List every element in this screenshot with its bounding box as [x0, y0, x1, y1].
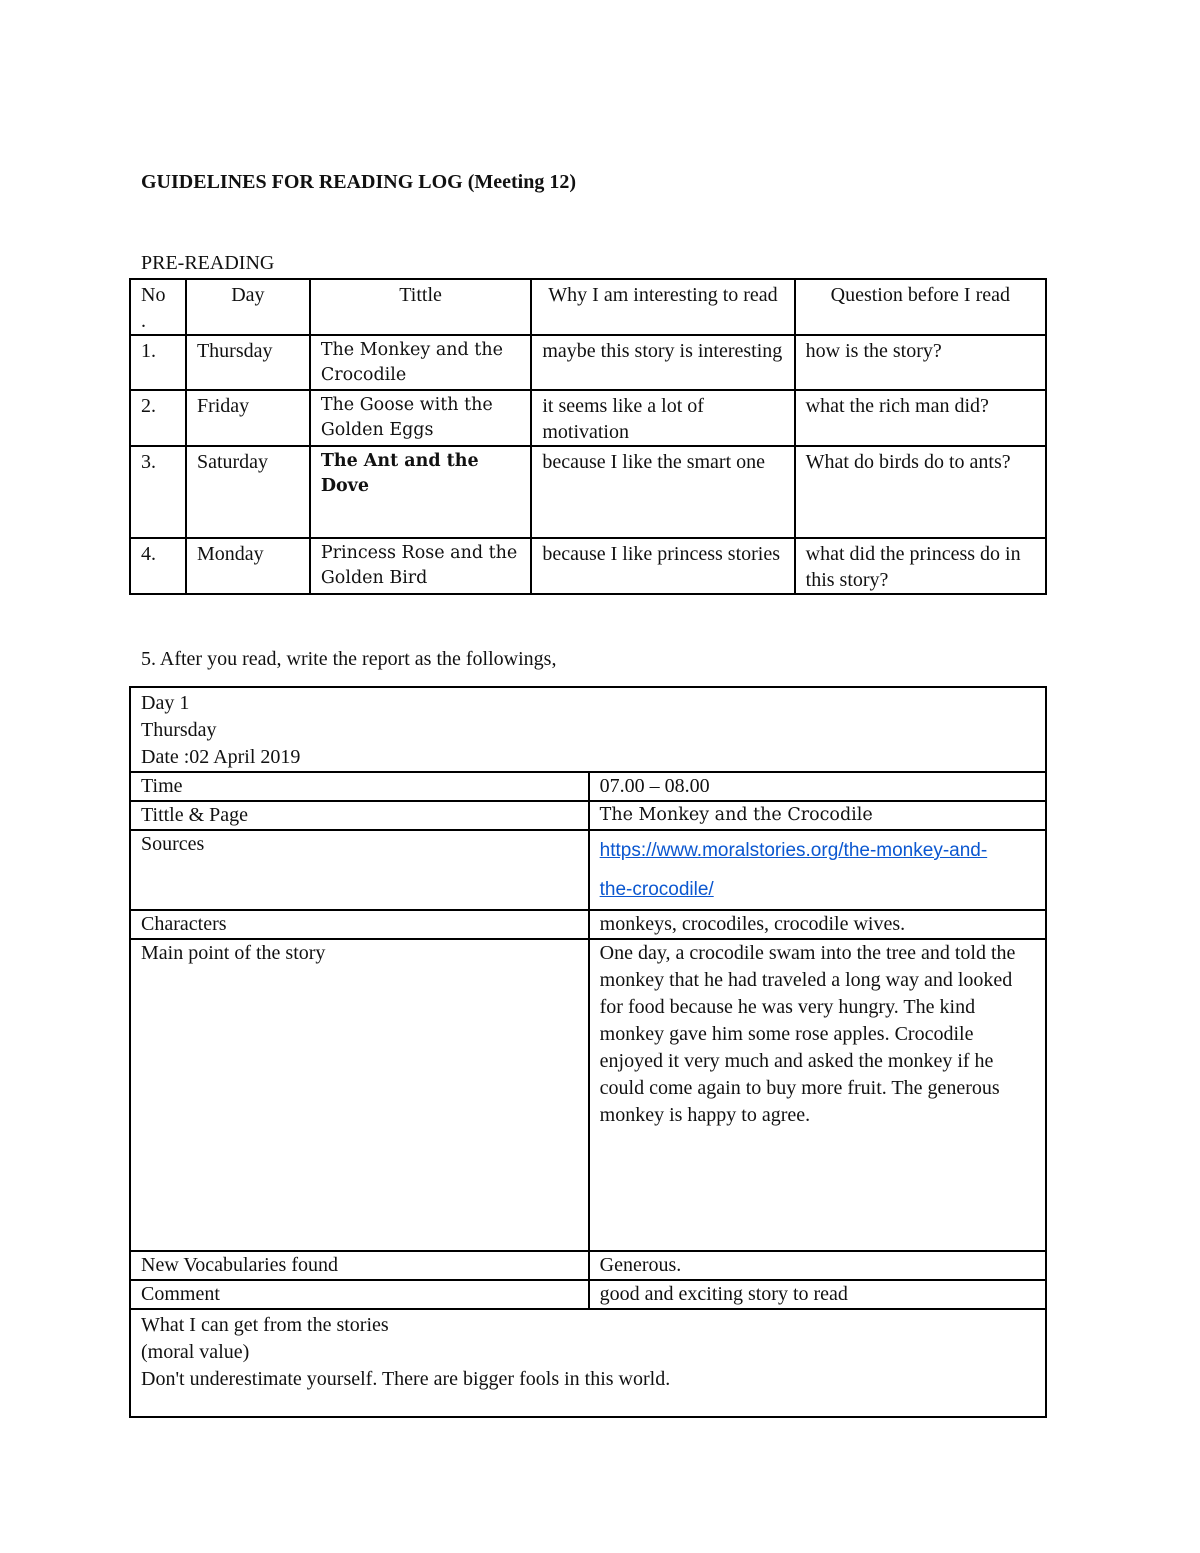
- header-title: Tittle: [310, 279, 532, 335]
- vocab-label: New Vocabularies found: [130, 1251, 589, 1280]
- row-title: The Monkey and the Crocodile: [310, 335, 532, 390]
- row-question: how is the story?: [795, 335, 1046, 390]
- day-number: Day 1: [141, 692, 190, 714]
- table-row: [130, 910, 1046, 939]
- characters-label: Characters: [130, 910, 589, 939]
- row-day: Thursday: [186, 335, 310, 390]
- row-why: because I like the smart one: [531, 446, 794, 538]
- row-no: 3.: [130, 446, 186, 538]
- source-link-part-2[interactable]: the-crocodile/: [599, 879, 714, 900]
- row-why: maybe this story is interesting: [531, 335, 794, 390]
- day-weekday: Thursday: [141, 719, 217, 741]
- main-point-value: One day, a crocodile swam into the tree and told the monkey that he had traveled a long way and looked for food because he was very hungry. The kind monkey gave him some rose apples. Crocodile enjoyed it very much and asked the monkey if he could come again to buy more fruit. The generous monkey is happy to agree.: [589, 939, 1046, 1251]
- table-row: [130, 772, 1046, 801]
- table-row: [130, 801, 1046, 830]
- table-row: [130, 1251, 1046, 1280]
- table-row: [130, 939, 1046, 1251]
- source-link[interactable]: [600, 831, 1035, 909]
- table-row: [130, 335, 1046, 390]
- after-reading-instruction: 5. After you read, write the report as the followings,: [141, 648, 557, 670]
- row-no: 1.: [130, 335, 186, 390]
- title-page-label: Tittle & Page: [130, 801, 589, 830]
- table-row: [130, 1280, 1046, 1309]
- comment-label: Comment: [130, 1280, 589, 1309]
- row-day: Friday: [186, 390, 310, 446]
- header-day: Day: [186, 279, 310, 335]
- row-why: because I like princess stories: [531, 538, 794, 594]
- moral-value: Don't underestimate yourself. There are bigger fools in this world.: [141, 1368, 671, 1390]
- row-day: Saturday: [186, 446, 310, 538]
- row-no: 2.: [130, 390, 186, 446]
- row-question: What do birds do to ants?: [795, 446, 1046, 538]
- row-question: what did the princess do in this story?: [795, 538, 1046, 594]
- moral-sublabel: (moral value): [141, 1341, 250, 1363]
- header-no: No .: [130, 279, 186, 335]
- source-link-part-1[interactable]: https://www.moralstories.org/the-monkey-and-: [599, 840, 988, 861]
- row-day: Monday: [186, 538, 310, 594]
- time-label: Time: [130, 772, 589, 801]
- characters-value: monkeys, crocodiles, crocodile wives.: [589, 910, 1046, 939]
- row-title: The Ant and the Dove: [310, 446, 532, 538]
- moral-row: [130, 1309, 1046, 1417]
- header-question: Question before I read: [795, 279, 1046, 335]
- main-point-label: Main point of the story: [130, 939, 589, 1251]
- row-title: The Goose with the Golden Eggs: [310, 390, 532, 446]
- pre-reading-label: PRE-READING: [141, 252, 275, 274]
- title-page-value: The Monkey and the Crocodile: [589, 801, 1046, 830]
- comment-value: good and exciting story to read: [589, 1280, 1046, 1309]
- row-no: 4.: [130, 538, 186, 594]
- table-header-row: [130, 279, 1046, 335]
- table-row: [130, 830, 1046, 910]
- sources-label: Sources: [130, 830, 589, 910]
- vocab-value: Generous.: [589, 1251, 1046, 1280]
- moral-label: What I can get from the stories: [141, 1314, 389, 1336]
- row-question: what the rich man did?: [795, 390, 1046, 446]
- table-row: [130, 446, 1046, 538]
- reading-log-table: [129, 686, 1047, 1418]
- table-row: [130, 538, 1046, 594]
- day-date: Date :02 April 2019: [141, 746, 301, 768]
- row-title: Princess Rose and the Golden Bird: [310, 538, 532, 594]
- header-why: Why I am interesting to read: [531, 279, 794, 335]
- row-why: it seems like a lot of motivation: [531, 390, 794, 446]
- day-header-row: [130, 687, 1046, 772]
- time-value: 07.00 – 08.00: [589, 772, 1046, 801]
- table-row: [130, 390, 1046, 446]
- pre-reading-table: [129, 278, 1047, 595]
- page-title: GUIDELINES FOR READING LOG (Meeting 12): [141, 171, 577, 193]
